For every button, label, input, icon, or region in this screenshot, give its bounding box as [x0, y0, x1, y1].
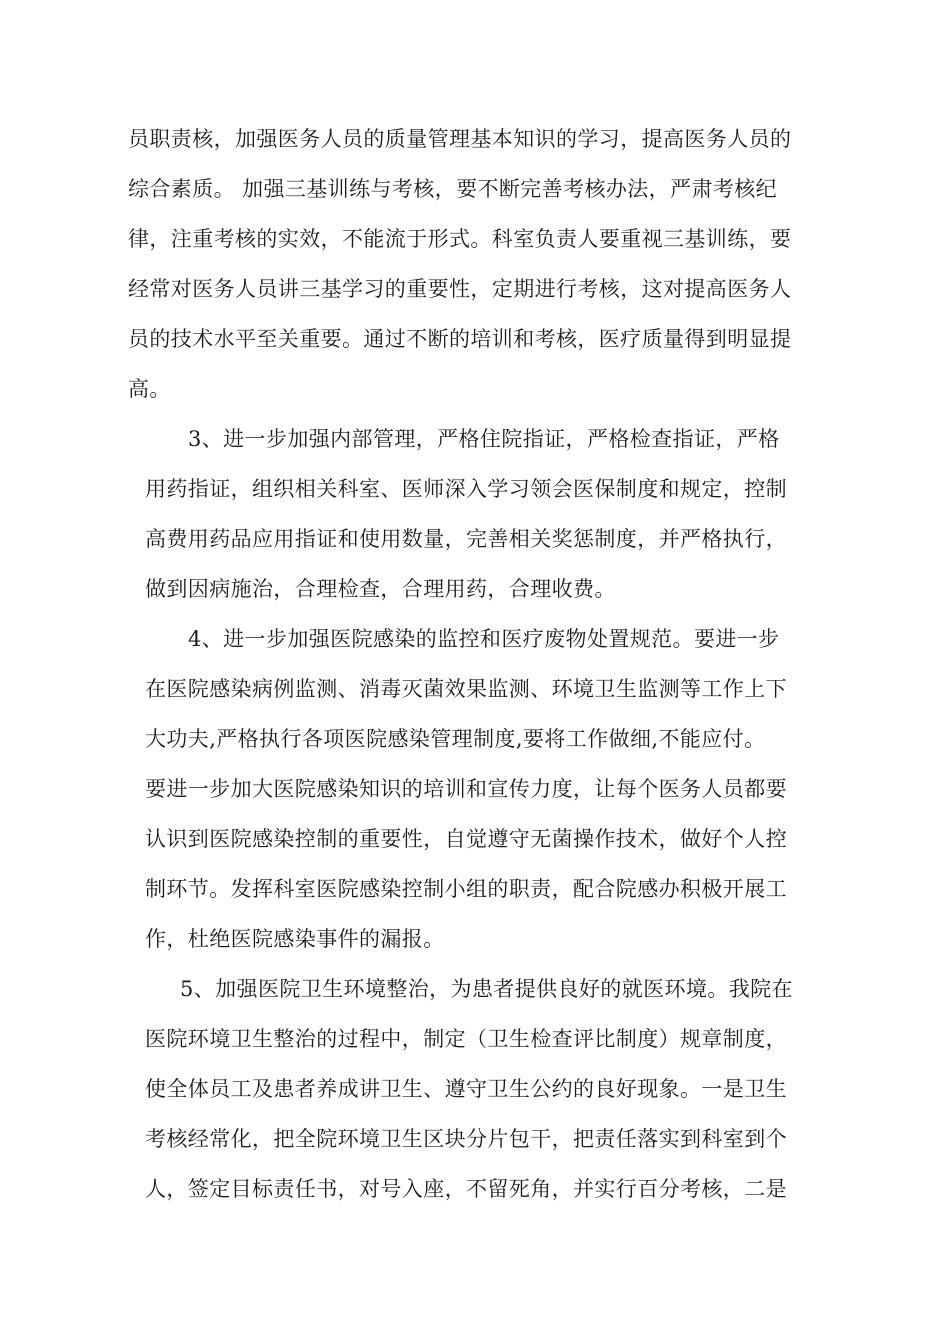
- text-line: 3、进一步加强内部管理，严格住院指证，严格检查指证，严格: [188, 427, 780, 451]
- text-line: 律，注重考核的实效，不能流于形式。科室负责人要重视三基训练，要: [128, 227, 792, 251]
- text-line: 制环节。发挥科室医院感染控制小组的职责，配合院感办积极开展工: [145, 877, 787, 901]
- text-line: 人，签定目标责任书，对号入座，不留死角，并实行百分考核，二是: [145, 1177, 787, 1201]
- text-line: 员的技术水平至关重要。通过不断的培训和考核，医疗质量得到明显提: [128, 327, 792, 351]
- text-line: 高。: [128, 377, 171, 401]
- text-line: 认识到医院感染控制的重要性，自觉遵守无菌操作技术，做好个人控: [145, 827, 787, 851]
- text-line: 员职责核，加强医务人员的质量管理基本知识的学习，提高医务人员的: [128, 127, 792, 151]
- text-line: 医院环境卫生整治的过程中，制定（卫生检查评比制度）规章制度，: [145, 1027, 787, 1051]
- text-line: 考核经常化，把全院环境卫生区块分片包干，把责任落实到科室到个: [145, 1127, 787, 1151]
- text-line: 高费用药品应用指证和使用数量，完善相关奖惩制度，并严格执行，: [145, 527, 787, 551]
- text-line: 做到因病施治，合理检查，合理用药，合理收费。: [145, 577, 616, 601]
- text-line: 5、加强医院卫生环境整治，为患者提供良好的就医环境。我院在: [180, 977, 793, 1001]
- text-line: 经常对医务人员讲三基学习的重要性，定期进行考核，这对提高医务人: [128, 277, 792, 301]
- text-line: 4、进一步加强医院感染的监控和医疗废物处置规范。要进一步: [188, 627, 780, 651]
- text-line: 综合素质。 加强三基训练与考核，要不断完善考核办法，严肃考核纪: [128, 177, 778, 201]
- text-line: 在医院感染病例监测、消毒灭菌效果监测、环境卫生监测等工作上下: [145, 677, 787, 701]
- text-line: 作，杜绝医院感染事件的漏报。: [145, 927, 445, 951]
- text-line: 要进一步加大医院感染知识的培训和宣传力度，让每个医务人员都要: [145, 777, 787, 801]
- text-line: 大功夫,严格执行各项医院感染管理制度,要将工作做细,不能应付。: [145, 727, 766, 751]
- text-line: 使全体员工及患者养成讲卫生、遵守卫生公约的良好现象。一是卫生: [145, 1077, 787, 1101]
- text-line: 用药指证，组织相关科室、医师深入学习领会医保制度和规定，控制: [145, 477, 787, 501]
